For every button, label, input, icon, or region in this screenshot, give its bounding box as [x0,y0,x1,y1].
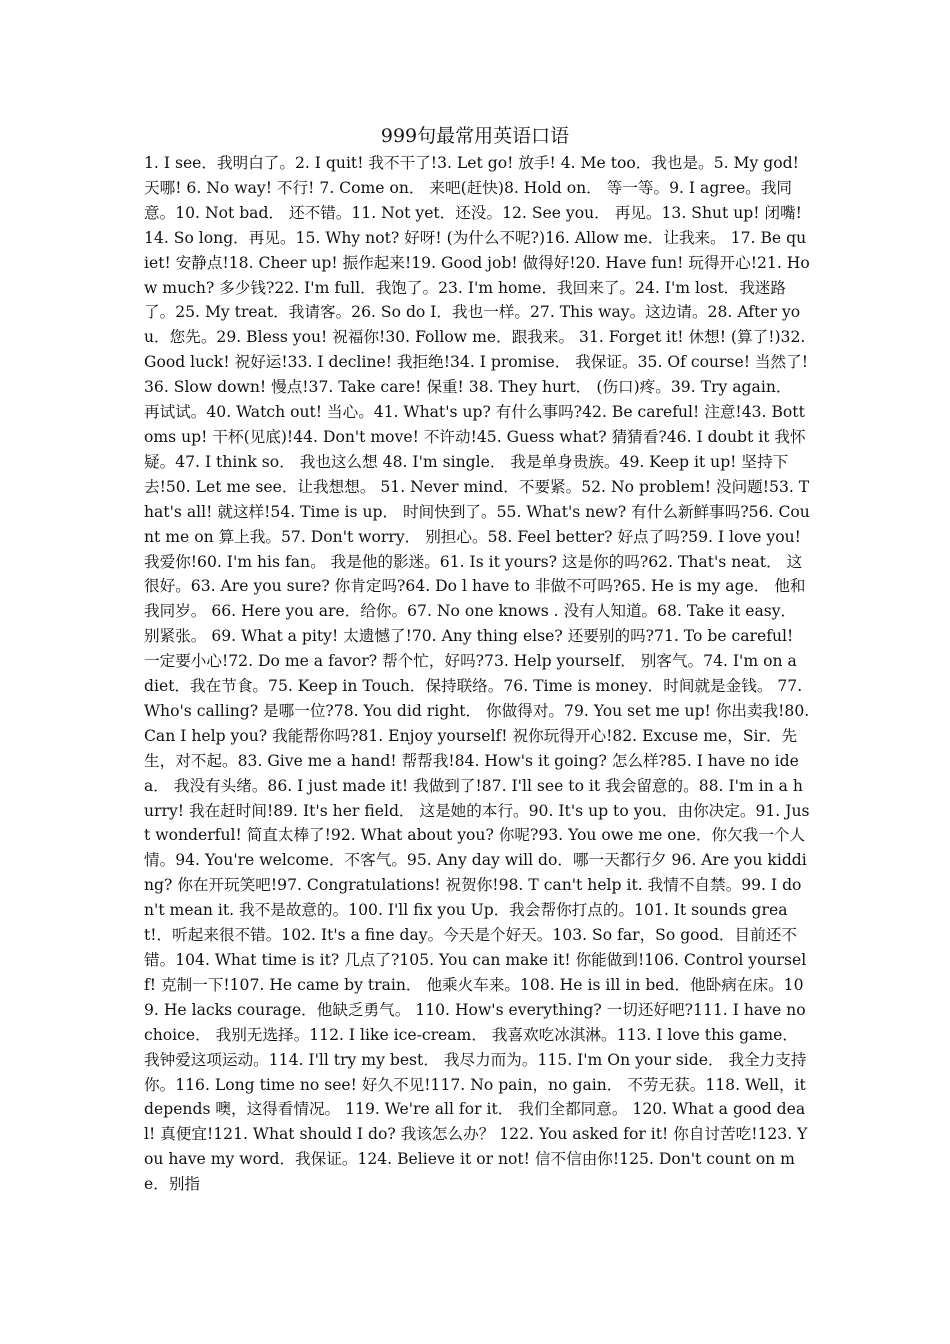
page-title: 999句最常用英语口语 [380,125,570,147]
body-text: 1. I see．我明白了。2. I quit! 我不干了!3. Let go! 放手! 4. Me too．我也是。5. My god! 天哪! 6. No way! 不行! 7. Come on． 来吧(赶快)8. Hold on． 等一等。9. I agree。我同意。10. Not bad． 还不错。11. Not yet．还没。12. See you． 再见。13. Shut up! 闭嘴!14. So long．再见。15. Why not? 好呀! (为什么不呢?)16. Allow me．让我来。 17. Be quiet! 安静点!18. Cheer up! 振作起来!19. Good job! 做得好!20. Have fun! 玩得开心!21. How much? 多少钱?22. I'm full．我饱了。23. I'm home．我回来了。24. I'm lost．我迷路了。25. My treat．我请客。26. So do I．我也一样。27. This way。这边请。28. After you．您先。29. Bless you! 祝福你!30. Follow me．跟我来。 31. Forget it! 休想! (算了!)32. Good luck! 祝好运!33. I decline! 我拒绝!34. I promise． 我保证。35. Of course! 当然了!36. Slow down! 慢点!37. Take care! 保重! 38. They hurt． (伤口)疼。39. Try again． 再试试。40. Watch out! 当心。41. What's up? 有什么事吗?42. Be careful! 注意!43. Bottoms up! 干杯(见底)!44. Don't move! 不许动!45. Guess what? 猜猜看?46. I doubt it 我怀疑。47. I think so． 我也这么想 48. I'm single． 我是单身贵族。49. Keep it up! 坚持下去!50. Let me see．让我想想。 51. Never mind．不要紧。52. No problem! 没问题!53. That's all! 就这样!54. Time is up． 时间快到了。55. What's new? 有什么新鲜事吗?56. Count me on 算上我。57. Don't worry． 别担心。58. Feel better? 好点了吗?59. I love you! 我爱你!60. I'm his fan。 我是他的影迷。61. Is it yours? 这是你的吗?62. That's neat． 这很好。63. Are you sure? 你肯定吗?64. Do l have to 非做不可吗?65. He is my age． 他和我同岁。 66. Here you are．给你。67. No one knows . 没有人知道。68. Take it easy．别紧张。 69. What a pity! 太遗憾了!70. Any thing else? 还要别的吗?71. To be careful! 一定要小心!72. Do me a favor? 帮个忙，好吗?73. Help yourself． 别客气。74. I'm on a diet．我在节食。75. Keep in Touch．保持联络。76. Time is money．时间就是金钱。 77. Who's calling? 是哪一位?78. You did right． 你做得对。79. You set me up! 你出卖我!80. Can I help you? 我能帮你吗?81. Enjoy yourself! 祝你玩得开心!82. Excuse me，Sir．先生，对不起。83. Give me a hand! 帮帮我!84. How's it going? 怎么样?85. I have no idea． 我没有头绪。86. I just made it! 我做到了!87. I'll see to it 我会留意的。88. I'm in a hurry! 我在赶时间!89. It's her field． 这是她的本行。90. It's up to you．由你决定。91. Just wonderful! 简直太棒了!92. What about you? 你呢?93. You owe me one．你欠我一个人情。94. You're welcome．不客气。95. Any day will do．哪一天都行夕 96. Are you kidding? 你在开玩笑吧!97. Congratulations! 祝贺你!98. T can't help it. 我情不自禁。99. I don't mean it. 我不是故意的。100. I'll fix you Up．我会帮你打点的。101. It sounds great!．听起来很不错。102. It's a fine day。今天是个好天。103. So far，So good．目前还不错。104. What time is it? 几点了?105. You can make it! 你能做到!106. Control yourself! 克制一下!107. He came by train． 他乘火车来。108. He is ill in bed．他卧病在床。109. He lacks courage．他缺乏勇气。 110. How's everything? 一切还好吧?111. I have no choice． 我别无选择。112. I like ice-cream． 我喜欢吃冰淇淋。113. I love this game． 我钟爱这项运动。114. I'll try my best． 我尽力而为。115. I'm On your side． 我全力支持你。116. Long time no see! 好久不见!117. No pain，no gain． 不劳无获。118. Well，it depends 噢，这得看情况。 119. We're all for it． 我们全都同意。 120. What a good deal! 真便宜!121. What should I do? 我该怎么办？ 122. You asked for it! 你自讨苦吃!123. You have my word．我保证。124. Believe it or not! 信不信由你!125. Don't count on me．别指 [144,154,810,1194]
